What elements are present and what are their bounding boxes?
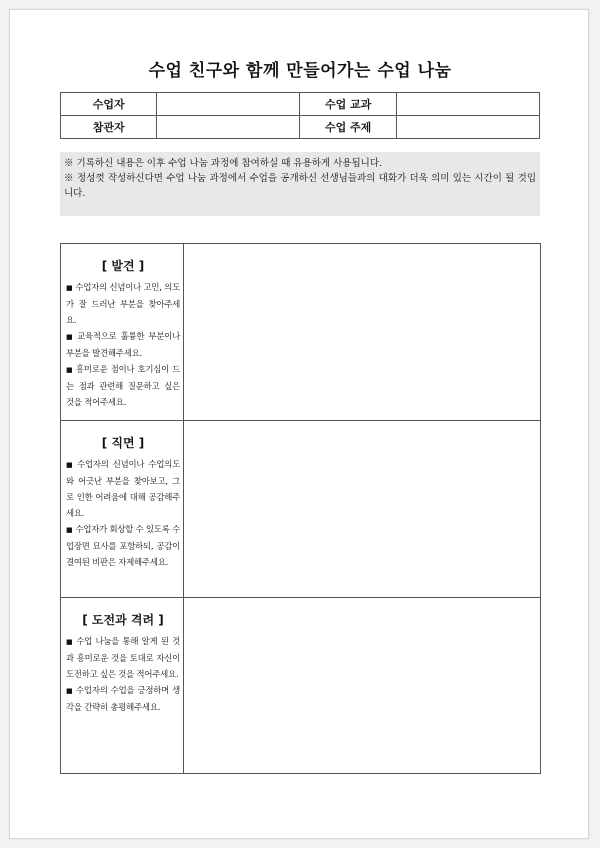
section-guide-challenge — [61, 598, 184, 774]
info-row-2 — [61, 116, 540, 139]
bullet-icon: ■ — [66, 461, 75, 469]
guide-item-text: 수업자의 신념이나 수업의도와 어긋난 부분을 찾아보고, 그로 인한 어려움에 대해 공감해주세요. — [66, 459, 180, 518]
guide-item — [66, 456, 180, 521]
teacher-label: 수업자 — [61, 93, 157, 116]
answer-area-discovery[interactable] — [184, 244, 541, 421]
guide-item-text: 수업자의 신념이나 고민, 의도가 잘 드러난 부분을 찾아주세요. — [66, 282, 181, 325]
bullet-icon: ■ — [66, 333, 75, 341]
notice-box — [60, 152, 540, 216]
section-guide-discovery — [61, 244, 184, 421]
notice-line-1: ※ 기록하신 내용은 이후 수업 나눔 과정에 참여하실 때 유용하게 사용됩니다. — [64, 158, 383, 169]
topic-label: 수업 주제 — [300, 116, 396, 139]
section-row-confrontation — [61, 421, 541, 598]
section-row-challenge — [61, 598, 541, 774]
observer-field[interactable] — [157, 116, 300, 139]
subject-label: 수업 교과 — [300, 93, 396, 116]
section-guide-confrontation — [61, 421, 184, 598]
info-table — [60, 92, 540, 139]
guide-item — [66, 521, 180, 570]
guide-item — [66, 682, 180, 715]
guide-item — [66, 633, 180, 682]
guide-item — [66, 279, 180, 328]
info-row-1 — [61, 93, 540, 116]
section-title-discovery: [ 발견 ] — [101, 259, 145, 273]
notice-line-2: ※ 정성껏 작성하신다면 수업 나눔 과정에서 수업을 공개하신 선생님들과의 대화가 더욱 의미 있는 시간이 될 것입니다. — [64, 173, 536, 199]
subject-field[interactable] — [396, 93, 539, 116]
guide-item — [66, 361, 180, 410]
bullet-icon: ■ — [66, 687, 74, 695]
topic-field[interactable] — [396, 116, 539, 139]
guide-item-text: 교육적으로 훌륭한 부분이나 부분을 발견해주세요. — [66, 331, 180, 358]
bullet-icon: ■ — [66, 638, 74, 646]
teacher-field[interactable] — [157, 93, 300, 116]
observation-table — [60, 243, 541, 774]
bullet-icon: ■ — [66, 284, 73, 292]
guide-item-text: 수업자가 회상할 수 있도록 수업장면 묘사를 포함하되, 공감이 결여된 비판은 자제해주세요. — [66, 524, 181, 567]
observer-label: 참관자 — [61, 116, 157, 139]
guide-item-text: 수업자의 수업을 긍정하며 생각을 간략히 총평해주세요. — [66, 685, 180, 712]
bullet-icon: ■ — [66, 526, 73, 534]
page-title: 수업 친구와 함께 만들어가는 수업 나눔 — [148, 61, 452, 81]
section-title-confrontation: [ 직면 ] — [101, 436, 145, 450]
section-row-discovery — [61, 244, 541, 421]
bullet-icon: ■ — [66, 366, 74, 374]
answer-area-challenge[interactable] — [184, 598, 541, 774]
section-title-challenge: [ 도전과 격려 ] — [82, 613, 164, 627]
guide-item — [66, 328, 180, 361]
guide-item-text: 흥미로운 점이나 호기심이 드는 점과 관련해 질문하고 싶은 것을 적어주세요. — [66, 364, 180, 407]
guide-item-text: 수업 나눔을 통해 알게 된 것과 흥미로운 것을 토대로 자신이 도전하고 싶은 것을 적어주세요. — [66, 636, 180, 679]
answer-area-confrontation[interactable] — [184, 421, 541, 598]
